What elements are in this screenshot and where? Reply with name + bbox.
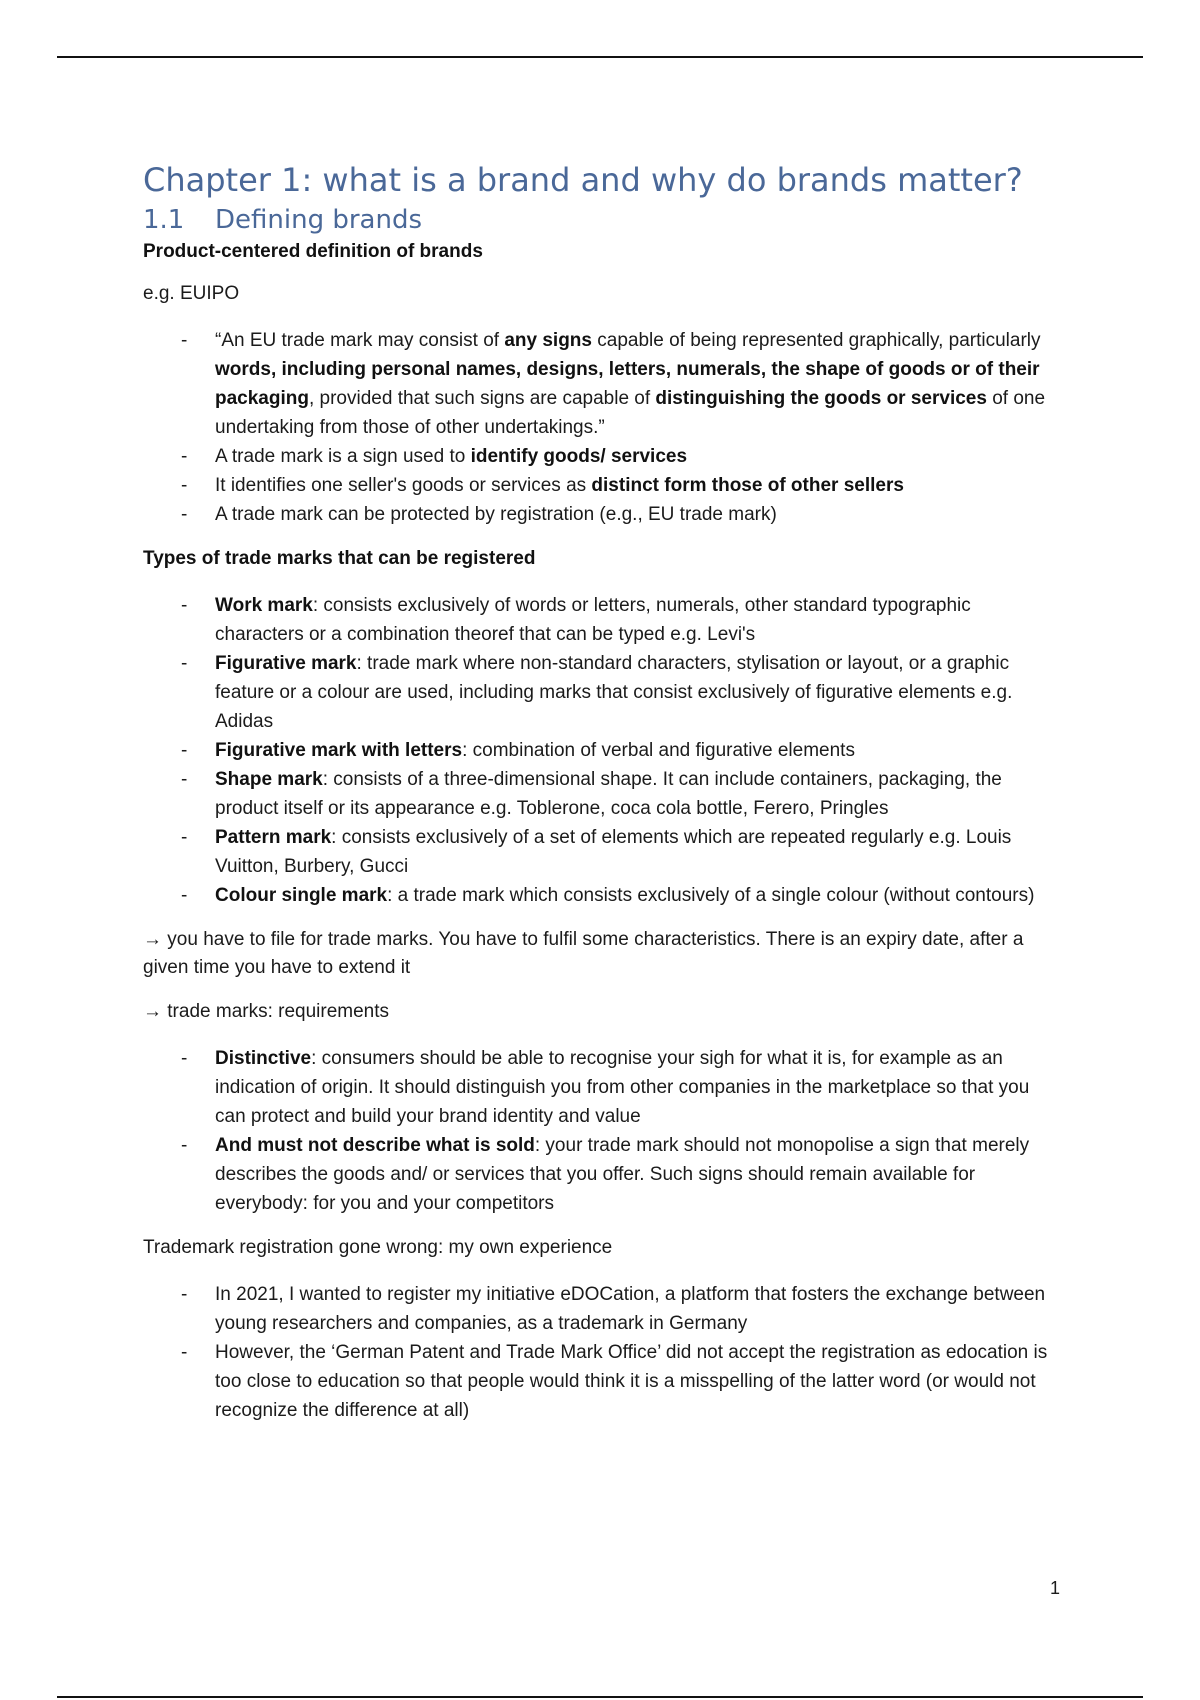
product-definition-list (143, 326, 1063, 529)
requirements-intro: → trade marks: requirements (143, 1001, 390, 1022)
requirements-list (143, 1044, 1063, 1218)
section-heading (143, 204, 1063, 236)
list-item: - A trade mark can be protected by registration (e.g., EU trade mark) (143, 500, 1063, 529)
list-item: - Shape mark: consists of a three-dimensional shape. It can include containers, packaging, the product itself or its appearance e.g. Toblerone, coca cola bottle, Ferero, Pringles (143, 765, 1063, 823)
list-item: - Colour single mark: a trade mark which consists exclusively of a single colour (without contours) (143, 881, 1063, 910)
list-item: - A trade mark is a sign used to identify goods/ services (143, 442, 1063, 471)
list-item: - Pattern mark: consists exclusively of a set of elements which are repeated regularly e.g. Louis Vuitton, Burbery, Gucci (143, 823, 1063, 881)
list-item: - However, the ‘German Patent and Trade Mark Office’ did not accept the registration as edocation is too close to education so that people would think it is a misspelling of the latter word (or would not recognize the difference at all) (143, 1338, 1063, 1425)
list-item: - It identifies one seller's goods or services as distinct form those of other sellers (143, 471, 1063, 500)
top-rule (57, 56, 1143, 58)
experience-list (143, 1280, 1063, 1425)
experience-intro: Trademark registration gone wrong: my own experience (143, 1237, 613, 1258)
filing-note: → you have to file for trade marks. You have to fulfil some characteristics. There is an expiry date, after a given time you have to extend it (143, 929, 1024, 978)
list-item: - “An EU trade mark may consist of any signs capable of being represented graphically, particularly words, including personal names, designs, letters, numerals, the shape of goods or of their packaging, provided that such signs are capable of distinguishing the goods or services of one undertaking from those of other undertakings.” (143, 326, 1063, 442)
types-heading: Types of trade marks that can be registered (143, 548, 536, 569)
euipo-example: e.g. EUIPO (143, 283, 240, 304)
section-number: 1.1 (143, 205, 185, 235)
list-item: - And must not describe what is sold: your trade mark should not monopolise a sign that merely describes the goods and/ or services that you offer. Such signs should remain available for everybody: for you and your competitors (143, 1131, 1063, 1218)
bottom-rule (57, 1696, 1143, 1698)
trade-mark-types-list (143, 591, 1063, 910)
list-item: - Figurative mark: trade mark where non-standard characters, stylisation or layout, or a graphic feature or a colour are used, including marks that consist exclusively of figurative elements e.g. Adidas (143, 649, 1063, 736)
chapter-title: Chapter 1: what is a brand and why do brands matter? (143, 161, 1023, 199)
list-item: - Figurative mark with letters: combination of verbal and figurative elements (143, 736, 1063, 765)
page-number: 1 (1049, 1578, 1060, 1598)
product-definition-heading: Product-centered definition of brands (143, 241, 483, 262)
list-item: - Work mark: consists exclusively of words or letters, numerals, other standard typographic characters or a combination theoref that can be typed e.g. Levi's (143, 591, 1063, 649)
document-page (143, 160, 1063, 1425)
list-item: - Distinctive: consumers should be able to recognise your sigh for what it is, for example as an indication of origin. It should distinguish you from other companies in the marketplace so that you can protect and build your brand identity and value (143, 1044, 1063, 1131)
list-item: - In 2021, I wanted to register my initiative eDOCation, a platform that fosters the exchange between young researchers and companies, as a trademark in Germany (143, 1280, 1063, 1338)
section-title: Defining brands (215, 205, 422, 235)
